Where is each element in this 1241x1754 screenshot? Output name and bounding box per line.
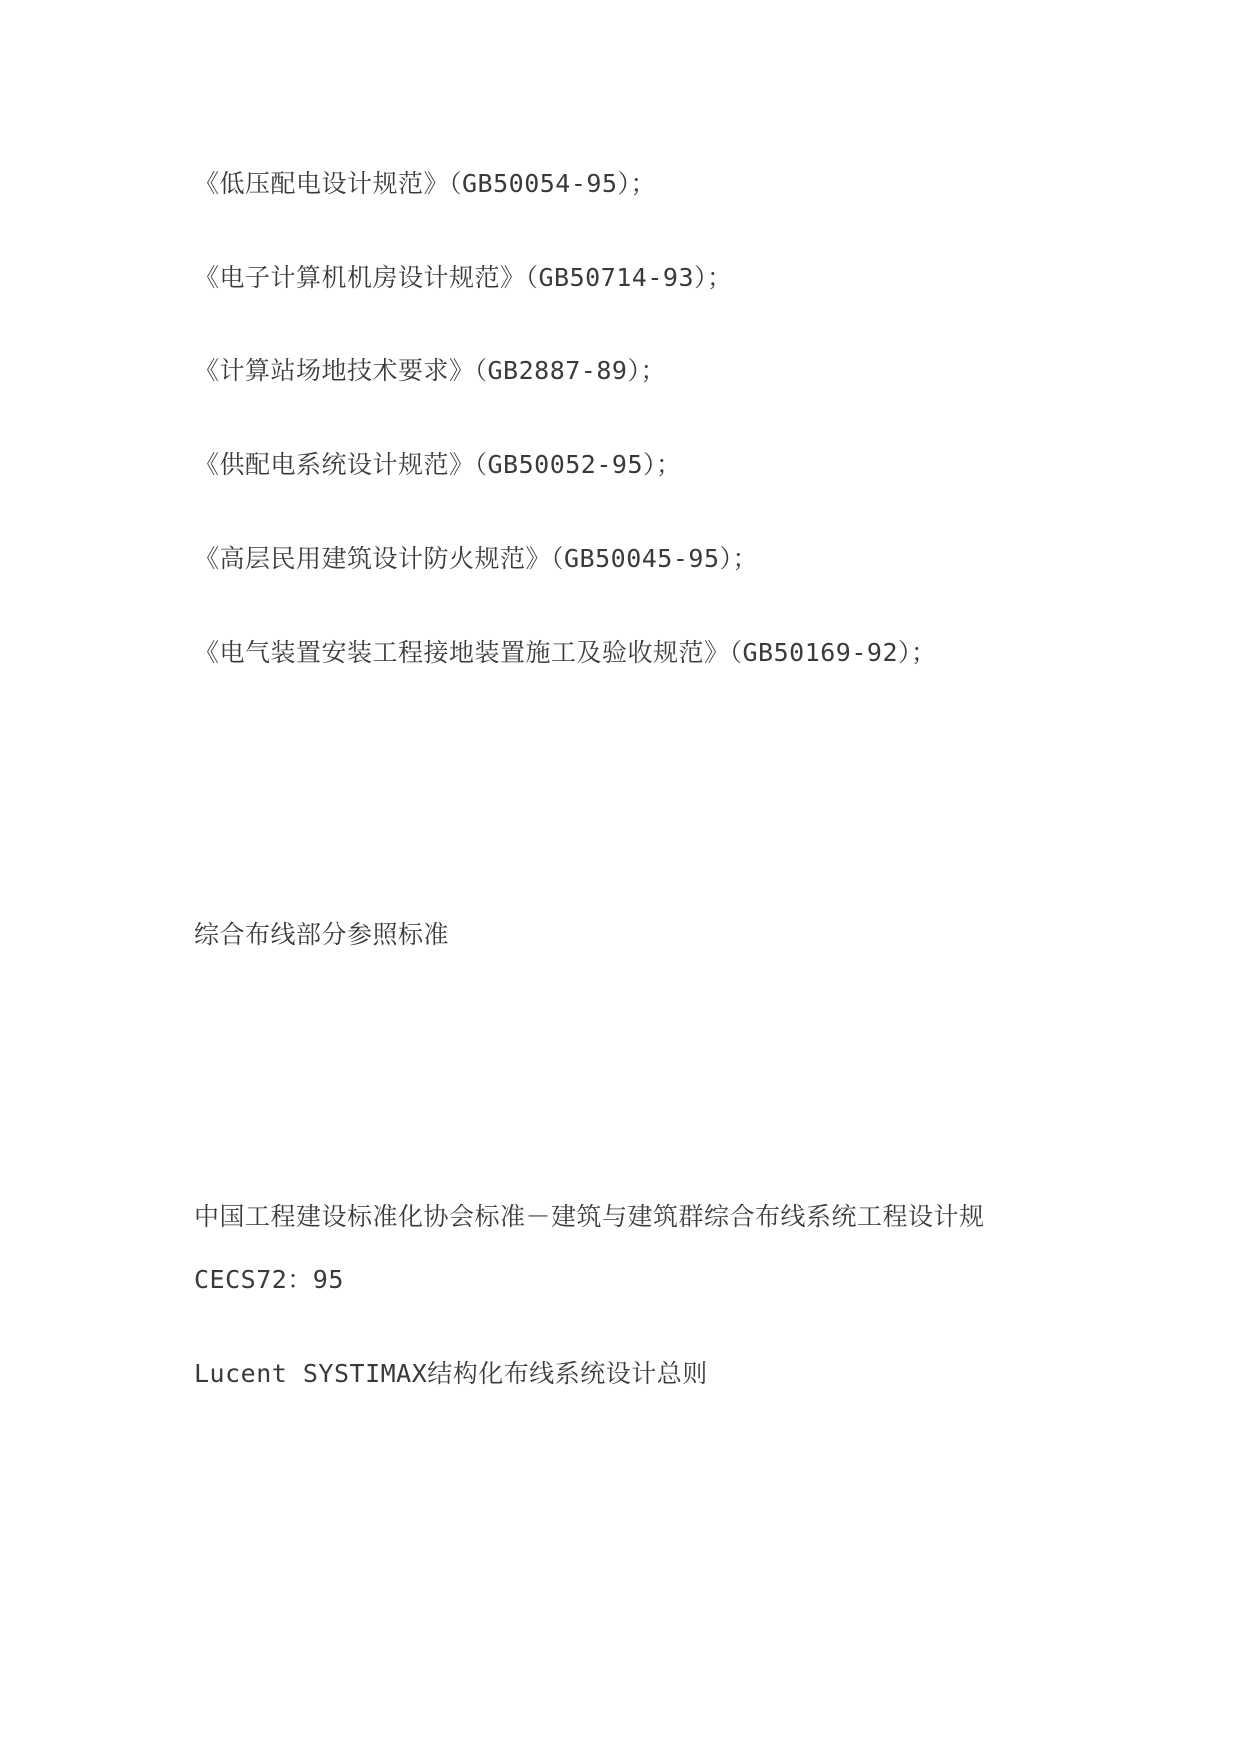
standard-item: 《供配电系统设计规范》（GB50052-95）；: [194, 450, 682, 479]
standard-item: 《电气装置安装工程接地装置施工及验收规范》（GB50169-92）；: [194, 638, 937, 667]
section-heading: 综合布线部分参照标准: [194, 920, 450, 949]
cabling-standard-item: 中国工程建设标准化协会标准－建筑与建筑群综合布线系统工程设计规: [194, 1202, 985, 1231]
standard-item: 《电子计算机机房设计规范》（GB50714-93）；: [194, 263, 733, 292]
standard-item: 《计算站场地技术要求》（GB2887-89）；: [194, 356, 666, 385]
cabling-standard-item: Lucent SYSTIMAX结构化布线系统设计总则: [194, 1359, 708, 1388]
standard-item: 《低压配电设计规范》（GB50054-95）；: [194, 169, 657, 198]
standard-item: 《高层民用建筑设计防火规范》（GB50045-95）；: [194, 544, 759, 573]
cabling-standard-item: CECS72：95: [194, 1265, 344, 1294]
